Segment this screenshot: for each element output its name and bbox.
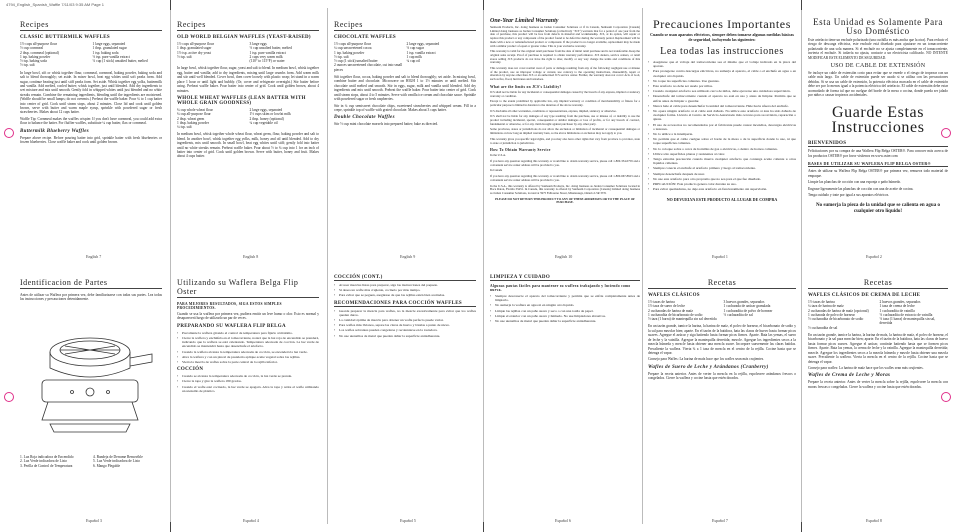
ingredient: 1 tsp. baking powder	[334, 50, 365, 55]
warranty-text: If you have any question regarding this warranty or would like to obtain warranty service, please call 1-800-334-0759 and a convenient service center address will be provided to you.	[490, 158, 640, 167]
recipe-title: OLD WORLD BELGIAN WAFFLES (YEAST-RAISED)	[177, 35, 311, 40]
warranty-text: In Canada	[490, 168, 503, 173]
ingredient: 1½ cups all-purpose flour	[20, 42, 57, 46]
ingredient	[93, 63, 163, 67]
ingredient: 1 cucharadita de polvo de hornear	[723, 308, 773, 313]
ingredient: ½ tsp. salt	[177, 54, 192, 59]
ingredient: 1½ tazas de harina	[808, 300, 835, 304]
cooking-tip: • Guarde preparar la mezcla para wafles, no la mezcle excesivamente para evitar que los wafles queden duros.	[334, 309, 476, 317]
ingredient: ½ taza (1 barra) de mantequilla sin sal, derretida	[879, 317, 936, 326]
waffle-tip: Consejo para Wafles: La harina de maíz hace que los wafles sean más crujientes.	[648, 357, 764, 362]
ingredient	[250, 125, 320, 129]
page-recetas-1	[648, 272, 796, 512]
ingredient-list	[808, 300, 948, 330]
ingredient: ½ cup cornmeal	[20, 46, 44, 51]
ingredient-list	[20, 42, 162, 68]
page-precauciones	[648, 14, 796, 254]
warranty-text: Except to the extent prohibited by applicable law, any implied warranty or condition of merchantability or fitness for a particular purpose is limited in duration to the duration of the above warranty.	[490, 99, 640, 107]
return-notice: NO DEVUELVA ESTE PRODUCTO AL LUGAR DE COMPRA	[666, 197, 778, 203]
cleaning-step: • Limpie las rejillas con un paño suave y seco o con una toalla de papel.	[490, 309, 640, 313]
ingredient: ½ cucharadita de extracto de vainilla	[879, 312, 933, 317]
page-number: Español 4	[243, 518, 259, 523]
warranty-text: This warranty is valid for the original retail purchaser from the date of initial retail purchase and is not transferable. Keep the original sales receipt. Proof of purchase is required to obtain warranty performance. JCS dealers, service centers, or retail stores selling JCS products do not have the right to alter, modify or any way change the terms and conditions of this warranty.	[490, 49, 640, 65]
ingredient-list	[177, 42, 319, 63]
ingredient: 1½ cups all-purpose flour	[334, 42, 371, 46]
page-recipes-3	[334, 14, 476, 264]
page-cleaning	[490, 272, 640, 512]
ingredient: ¼ cup unsweetened cocoa	[334, 46, 372, 51]
ingredient: 1 tbsp. granulated sugar	[92, 46, 127, 51]
instructions-title: Lea todas las instrucciones	[660, 46, 784, 57]
ingredient: 2 tbsp. wheat germ	[177, 116, 205, 121]
recipe-title: CLASSIC BUTTERMILK WAFFLES	[20, 35, 110, 40]
safety-item: • Cuando cualquier artefacto sea utilizado cerca de niños, debe ejercerse una cuidadosa supervisión.	[648, 89, 796, 93]
ingredient: 1 tsp. vanilla extract	[406, 50, 436, 55]
precauciones-title: Precauciones Importantes	[652, 17, 792, 31]
page-header: Recipes	[177, 20, 319, 31]
page-number: English 7	[86, 254, 102, 259]
warranty-title: One-Year Limited Warranty	[490, 18, 559, 24]
page-header: Recetas	[648, 278, 796, 289]
ingredient: 2 large eggs, separated	[406, 42, 440, 46]
immersion-warning: No sumerja la pieza de la unidad que se calienta en agua o cualquier otro líquido!	[816, 203, 940, 215]
ingredient: 2 ounces unsweetened chocolate, cut into small pieces	[334, 63, 403, 72]
cooking-tip: • Para wafles más livianos, separe las claras de huevo y bátalas a punto de nieve.	[334, 323, 476, 327]
page-divider	[170, 8, 171, 524]
safety-item: • Para protegerse contra descargas eléctricas, no sumerja el aparato, el cable o el enchufe en agua o en cualquier otro líquido.	[648, 69, 796, 77]
section-subtitle: Algunas pautas fáciles para mantener su waflera trabajando y luciendo como nueva.	[490, 284, 631, 292]
ingredient: ½ tsp. pure vanilla extract	[92, 54, 130, 59]
recipe-title: Wafles de Crema de Leche y Moras	[808, 373, 891, 379]
recipe-title: WHOLE WHEAT WAFFLES (LEAN BATTER WITH WHOLE GRAIN GOODNESS)	[177, 95, 306, 106]
ingredient: 2 cups very warm milk	[249, 54, 283, 59]
ingredient: 1 cucharadita de bicarbonato de sodio	[648, 312, 703, 317]
ingredient	[407, 63, 477, 72]
safety-item: • PRECAUCIÓN: Este producto genera calor durante su uso.	[648, 182, 796, 186]
recipe-directions: En un tazón grande, tamice la harina, la harina de maíz, el polvo de hornear, el bicarbonato de sodio y la sal para mezclar bien; aparte. En el tazón de la batidora, bata las claras de huevo hasta formar picos suaves. Agregue el azúcar y siga batiendo hasta formar picos firmes. Aparte. Bata las yemas, el suero de leche y la vainilla. Agregue la mantequilla derretida; mezcle. Agregue los ingredientes secos a la mezcla húmeda y mezcle hasta obtener una mezcla suave. Incorpore suavemente las claras batidas. Precaliente la waflera. Vierta ¾ a 1 taza de mezcla en el centro de la rejilla. Cocine hasta que se detenga el vapor.	[648, 324, 796, 355]
usage-step: • Precaliente la waflera girando el control de temperatura para fijarlo al máximo.	[177, 331, 319, 335]
page-recipes-2	[177, 14, 319, 264]
page-divider	[642, 8, 643, 524]
page-number: Español 8	[866, 518, 882, 523]
warranty-text: This warranty gives you specific legal rights, and you may also have other rights that vary from province to province, state to state or jurisdiction to jurisdiction.	[490, 136, 640, 145]
ingredient: ¾ cup whole wheat flour	[177, 107, 213, 112]
recipe-title: WAFLES CLÁSICOS DE CREMA DE LECHE	[808, 293, 921, 298]
ingredient: 1 cucharada de polvo de hornear	[808, 312, 855, 317]
usage-step: • Vierta la mezcla de wafles sobre la parte central de la rejilla inferior.	[177, 360, 319, 364]
page-header: Identificacion de Partes	[20, 278, 162, 289]
page-header: Recetas	[808, 278, 948, 289]
safety-item: • No use este artefacto para otro propósito que no sea para el que fue diseñado.	[648, 177, 796, 181]
ingredient: ½ cucharadita de sal	[808, 325, 838, 330]
ingredient: ½ tsp. salt	[20, 63, 35, 68]
part-label: 5. Luz Verde indicadora de Listo	[93, 459, 141, 464]
basics-text: Engrase ligeramente las planchas de cocción con una de aceite de cocina.	[808, 186, 914, 191]
usage-step: • Cierre la waflera y enchúfela en el tomacorriente, notará que la luz roja de encendido se prenderá, indicando que la waflera se está calentando. Temperatura adecuada de cocción. La luz verde de encendido se mantendrá hasta que desenchufe el artefacto.	[177, 336, 319, 349]
crop-mark	[170, 522, 171, 532]
page-header: COCCIÓN (CONT.)	[334, 275, 476, 281]
save-instructions-title: Guarde Estas Instrucciones	[831, 104, 925, 137]
page-number: Español 3	[86, 518, 102, 523]
recipe-directions: Prepare la receta anterior. Antes de verter la mezcla en la rejilla, espolvoree arándanos frescos o congelados. Cierre la waflera y cocine hasta que estén dorados.	[648, 371, 796, 381]
page-header: Utilizando su Waflera Belga Flip Oster	[177, 278, 319, 298]
page-number: Español 5	[400, 518, 416, 523]
ingredient: 1½ tsp. active dry yeast	[177, 50, 211, 55]
usage-step: • Cuando se alcanza la temperatura adecuada de cocción, la luz verde se prende.	[177, 374, 319, 378]
warranty-text: In the U.S.A., this warranty is offered by Sunbeam Products, Inc. doing business as Jarden Consumer Solutions located in Boca Raton, Florida 33431. In Canada, this warranty is offered by Sunbeam Corporation (Canada) Limited doing business as Jarden Consumer Solutions, located at 5975 Falbourne Street, Mississauga, Ontario L5R 3V8.	[490, 183, 640, 195]
safety-item: • Siempre desenchufe después de usar.	[648, 172, 796, 176]
recipe-title: Wafles de Suero de Leche y Arándanos (Cranberry)	[648, 364, 769, 370]
warranty-subheading: How To Obtain Warranty Service	[490, 148, 551, 153]
page-number: English 9	[400, 254, 416, 259]
safety-item: • No permita que el cable cuelgue sobre el borde de la mesa o de la superficie donde lo use, ni que toque superficies calientes.	[648, 137, 796, 145]
cleaning-step: • Limpie el exterior con un paño suave y húmedo. No use limpiadores abrasivos.	[490, 314, 640, 318]
usage-step: • Abra la waflera y con un pincel de pastelería aplique aceite vegetal sobre las rejillas.	[177, 355, 319, 359]
section-subtitle: RECOMENDACIONES PARA COCCIÓN WAFFLES	[334, 301, 476, 307]
page-recetas-2	[808, 272, 948, 512]
ingredient: 1 tsp. baking soda	[92, 50, 119, 55]
page-divider	[327, 8, 328, 524]
ingredient: ½ cup unsalted butter, melted	[249, 46, 292, 51]
ingredient: 3 huevos grandes, separados	[723, 300, 765, 304]
recipe-directions: Sift together flour, cocoa, baking powder and salt to blend thoroughly; set aside. In mixing bowl, combine butter and chocolate. Microwave on HIGH 1 to 1½ minutes or until melted. Stir chocolate until melted and smooth. Stir in eggs, sugar, milk and vanilla until blended. Add dry ingredients and mix until smooth. Preheat the waffle baker. Pour batter into center of grid. Cook until steam stops, about 4 to 5 minutes. Serve with vanilla ice cream and chocolate sauce. Sprinkle with powdered sugar or fresh raspberries.	[334, 75, 476, 102]
registration-mark	[4, 128, 14, 138]
ingredient: ½ cucharadita de bicarbonato de sodio	[808, 317, 864, 322]
parts-list	[20, 455, 162, 468]
basics-text: Antes de utilizar su Waflera Flip Belga OSTER® por primera vez, remueva todo material de empaque.	[808, 169, 948, 178]
ingredient: 1 tbsp. granulated sugar	[177, 46, 212, 51]
safety-item: • Este artefacto no debe ser usado por niños.	[648, 84, 796, 88]
registration-mark	[4, 392, 14, 402]
section-subtitle: PARA MEJORES RESULTADOS, SIGA ESTOS SIMPLES PROCEDIMIENTOS.	[177, 302, 282, 310]
ingredient: 1 cucharadita de vainilla	[879, 308, 915, 313]
waffle-tip: Consejo para wafles: La harina de maíz hace que los wafles sean más crujientes.	[808, 365, 924, 370]
ingredient: ¼ cup vegetable oil	[249, 120, 278, 125]
ingredient: 2 cucharadas de harina de maíz (opcional)	[808, 308, 869, 313]
ingredient: 1 cucharada de azúcar granulada	[723, 304, 771, 309]
ingredient	[724, 317, 797, 321]
warranty-text: This warranty does not cover normal wear of parts or damage resulting from any of the following: negligent use or misuse of the product, use on improper voltage or current, use contrary to the operating instructions, disassembly, repair or alteration by anyone other than JCS or an authorized JCS service center. Further, the warranty does not cover: Acts of God, such as fire, flood, hurricanes and tornadoes.	[490, 66, 640, 82]
precauciones-intro: Cuando se usan aparatos eléctricos, siempre deben tomarse algunas medidas básicas de seguridad, incluyendo las siguientes:	[650, 32, 794, 42]
recipe-directions: En un tazón grande, tamice la harina, la harina de maíz, la harina de maíz, el polvo de hornear, el bicarbonato y la sal para mezclar bien; aparte. En el tazón de la batidora, bata las claras de huevo hasta formar picos suaves. Agregue el azúcar, continúe batiendo hasta que se formen picos firmes. Aparte. Bata las yemas, la crema de leche y la vainilla. Agregue la mantequilla derretida; mezcle. Agregue los ingredientes secos a la mezcla húmeda y mezcle hasta obtener una mezcla suave. Precaliente la waflera. Vierta la mezcla en el centro de la rejilla. Cocine hasta que se detenga el vapor.	[808, 333, 948, 364]
ingredient	[880, 326, 949, 330]
warranty-text: JCS shall not be liable for any incidental or consequential damages caused by the breach of any express, implied or statutory warranty or condition.	[490, 89, 640, 98]
page-number: English 8	[243, 254, 259, 259]
ingredient: 1 tbsp. baking powder	[177, 120, 209, 125]
ingredient: 1½ tazas de harina	[648, 300, 675, 304]
ingredient-list	[334, 42, 476, 72]
page-number: English 10	[555, 254, 573, 259]
part-label: 4. Bandeja de Derrame Removible	[93, 454, 143, 459]
ingredient-list	[648, 300, 796, 321]
safety-item: • No lo utilice a la intemperie.	[648, 132, 796, 136]
crop-mark	[801, 522, 802, 532]
cooking-tip: • Los wafles sobrantes pueden congelarse y recalentarse en la tostadora.	[334, 328, 476, 332]
page-using-waffle-maker	[177, 272, 319, 512]
cleaning-step: • Siempre desconecte el aparato del tomacorriente y permita que se enfríe completamente antes de limpiarlo.	[490, 294, 640, 302]
ingredient: 2 tbsp. honey (optional)	[249, 116, 284, 121]
crop-mark	[801, 0, 802, 10]
cooking-tip: • No use utensilios de metal que puedan dañar la superficie antiadherente.	[334, 334, 476, 338]
ingredient: ¼ cup oil	[406, 59, 420, 64]
ingredient: ⅓ cup (1 stick) unsalted butter, melted	[92, 59, 148, 64]
recipe-directions: In medium bowl, whisk together whole wheat flour, wheat germ, flour, baking powder and salt to blend. In another bowl, whisk together egg yolks, milk, honey and oil until blended. Add to dry ingredients, mix until smooth. In small bowl, beat egg whites until stiff; gently fold into batter until no white streaks remain. Preheat waffle baker. Pour about ½ to ¾ cup into 1 for an inch of batter into center of grid. Cook until golden brown. Serve with butter, honey and fruit. Makes about 4 cups batter.	[177, 132, 319, 159]
waffle-tip: Waffle Tip: Cornmeal makes the waffles crispier. If you don't have cornmeal, you could add extra flour to balance the batter. For fluffier waffles, substitute ¼ cup butter, flax or cornmeal.	[20, 116, 162, 126]
warranty-text: JCS shall not be liable for any damages of any type resulting from the purchase, use or misuse of, or inability to use the product including incidental, special, consequential or similar damages or loss of profits, or for any breach of contract, fundamental or otherwise, or for any claim brought against purchaser by any other party.	[490, 114, 640, 126]
safety-item: • Utilice sólo superficies planas y resistentes al calor.	[648, 152, 796, 156]
household-title: Esta Unidad es Solamente Para Uso Doméstico	[813, 17, 943, 36]
ingredient: ½ cup (1 stick) unsalted butter	[334, 59, 378, 64]
cooking-step: • Para evitar que se peguen, asegúrese de que las rejillas estén bien aceitadas.	[334, 293, 476, 297]
page-number: Español 1	[712, 254, 728, 259]
waffle-maker-diagram	[20, 304, 160, 444]
ingredient: 2 cucharadas de harina de maíz	[648, 308, 693, 313]
ingredient: 2 huevos grandes, separados	[879, 300, 921, 304]
ingredient: 1 tsp. baking powder	[20, 54, 51, 59]
page-parts	[20, 272, 162, 512]
crop-mark	[483, 522, 484, 532]
safety-item: • Siempre conecte el enchufe al artefacto primero y luego al tomacorriente.	[648, 166, 796, 170]
page-divider	[801, 8, 802, 524]
page-header: Recipes	[20, 20, 162, 31]
ingredient: 1½ taza de suero de leche	[648, 304, 685, 309]
warranty-text: In the U.S.A.	[490, 153, 506, 158]
welcome-text: Felicitaciones por su compra de una Waflera Flip Belga OSTER®. Para conocer más acerca de los productos OSTER® por favor visítenos en www.oster.com	[808, 149, 948, 158]
ingredient: ½ taza (1 barra) de mantequilla sin sal derretida	[648, 317, 717, 322]
ingredient: ½ tsp. salt	[334, 54, 349, 59]
safety-item: • Nunca hale el cable para desenchufar la unidad del tomacorriente. Hale hacia afuera del enchufe.	[648, 104, 796, 108]
safety-item: • Para evitar quemaduras, no deje este artefacto en funcionamiento sin supervisión.	[648, 187, 796, 191]
page-header: Recipes	[334, 20, 476, 31]
ingredient: ¼ taza de harina de maíz	[808, 304, 844, 309]
crop-mark	[483, 0, 484, 10]
part-label: 6. Mango Plegable	[93, 463, 121, 468]
section-subtitle: PREPARANDO SU WAFLERA FLIP BELGA	[177, 323, 286, 329]
safety-item: • El uso de accesorios no recomendados por el fabricante puede causar incendios, descargas eléctricas o lesiones.	[648, 123, 796, 131]
cooking-tip: • La cantidad óptima de mezcla para obtener un wafle perfecto puede variar.	[334, 318, 476, 322]
ingredient: 2 large eggs, separated	[249, 107, 283, 112]
page-warranty	[490, 14, 640, 254]
cleaning-step: • No sumerja la waflera en agua ni en ningún otro líquido.	[490, 303, 640, 307]
ingredient: ½ cucharadita de sal	[723, 312, 753, 317]
page-number: Español 6	[555, 518, 571, 523]
warranty-text: Some provinces, states or jurisdictions do not allow the exclusion or limitation of incidental or consequential damages or limitations on how long an implied warranty lasts, so the above limitations or exclusion may not apply to you.	[490, 127, 640, 136]
ingredient: 1 large eggs, separated	[92, 42, 126, 46]
page-header: LIMPIEZA Y CUIDADO	[490, 275, 640, 281]
cooking-step: • Al usar mezclas listas para preparar, siga las instrucciones del paquete.	[334, 283, 476, 287]
safety-item: • Asegúrese que el voltaje del tomacorriente sea el mismo que el voltaje indicado en la placa del aparato.	[648, 60, 796, 68]
warranty-text: Sunbeam Products, Inc. doing business as Jarden Consumer Solutions or if in Canada, Sunbeam Corporation (Canada) Limited doing business as Jarden Consumer Solutions (collectively "JCS") warrants that for a period of one year from the date of purchase, this product will be free from defects in material and workmanship. JCS, at its option, will repair or replace this product or any component of the product found to be defective during the warranty period. Replacement will be made with a new or remanufactured product or component. If the product is no longer available, replacement may be made with a similar product of equal or greater value. This is your exclusive warranty.	[490, 25, 640, 48]
usage-step: • Cuando la waflera alcanza la temperatura adecuada de cocción, se encenderá la luz verde.	[177, 350, 319, 354]
warranty-text: JCS disclaims all other warranties, conditions or representations, express, implied, statutory or otherwise.	[490, 108, 617, 113]
recipe-title: WAFLES CLÁSICOS	[648, 293, 700, 298]
basics-text: Limpie las planchas de cocción con una esponja o paño húmedo.	[808, 180, 902, 185]
basics-title: BASES DE UTILIZAR SU WAFLERA FLIP BELGA OSTER®	[808, 161, 948, 167]
ingredient: 1 taza de crema de leche	[879, 304, 915, 309]
ingredient-list	[177, 108, 319, 129]
safety-item: • Desenchufe del tomacorriente cuando el aparato no esté en uso y antes de limpiar. Permita que se enfríe antes de limpiar o guardar.	[648, 94, 796, 102]
ingredient: 1½ cups skim or lowfat milk	[249, 112, 291, 117]
section-subtitle: COCCIÓN	[177, 367, 204, 373]
crop-mark	[170, 0, 171, 10]
ingredient: 2 tbsp. cornmeal (optional)	[20, 50, 59, 55]
recipe-title: Buttermilk Blueberry Waffles	[20, 128, 89, 134]
recipe-directions: Prepare above recipe. Before pouring batter into grid, sprinkle batter with fresh blueberries or frozen blueberries. Close waffle baker and cook until golden brown.	[20, 135, 162, 145]
part-label: 1. Luz Roja indicadora de Encendido	[20, 454, 74, 459]
warranty-notice: PLEASE DO NOT RETURN THIS PRODUCT TO ANY OF THESE ADDRESSES OR TO THE PLACE OF PURCHASE.	[495, 196, 635, 205]
ingredient: ¼ tsp. salt	[177, 125, 192, 130]
warranty-text: If you have any question regarding this warranty or would like to obtain warranty service, please call 1-800-667-8623 and a convenient service center address will be provided to you.	[490, 174, 640, 182]
ingredient: (110° to 115°F) or water	[249, 59, 285, 64]
ingredient: 1 cup milk	[406, 54, 422, 59]
ingredient: 1 tsp. pure vanilla extract	[249, 50, 286, 55]
recipe-title: Double Chocolate Waffles	[334, 115, 395, 121]
recipe-directions: Stir ½ cup mini chocolate morsels into prepared batter; bake as directed.	[334, 122, 439, 127]
ingredient: ¾ cup all-purpose flour	[177, 112, 211, 117]
safety-list	[648, 60, 796, 191]
page-number: Español 7	[712, 518, 728, 523]
ingredient: 1½ cups all-purpose flour	[177, 42, 214, 46]
ingredient: ½ tsp. baking soda	[20, 59, 47, 64]
recipe-directions: In large bowl, whisk together flour, sugar, yeast and salt to blend. In medium bowl, whisk together egg, butter and vanilla; add to dry ingredients, mixing until large crumbs form. Add warm milk and stir until well blended. Cover bowl, then cover loosely with plastic wrap; let stand in a warm place 1 hour or until light and bubbly. (Or, cover and refrigerate overnight.) Stir batter before using. Preheat waffle baker. Pour batter into center of grid. Cook until golden brown, about 4 minutes.	[177, 66, 319, 93]
page-uso-domestico	[808, 14, 948, 254]
file-slug: 4794_English_Spanish_Waffle 7/11/03 9:35 AM Page 1	[6, 2, 104, 7]
recipe-directions: Prepare la receta anterior. Antes de verter la mezcla sobre la rejilla, espolvoree la mezcla con moras frescas o congeladas. Cierre la waflera y cocine hasta que estén doradas.	[808, 380, 948, 389]
safety-item: • No lo coloque sobre o cerca de hornillas de gas o eléctricas, o dentro de hornos calientes.	[648, 147, 796, 151]
page-divider	[483, 8, 484, 524]
plug-text: Este artefacto tiene un enchufe polarizado (una cuchilla es más ancha que la otra). Para reducir el riesgo de descarga eléctrica, este enchufe está diseñado para ajustarse en un tomacorriente polarizado de una sola manera. Si el enchufe no se ajusta completamente en el tomacorriente, invierta el enchufe. Si todavía no ajusta, contacte a un electricista calificado. NO INTENTE MODIFICAR ESTE ELEMENTO DE SEGURIDAD.	[808, 38, 948, 60]
ingredient: ½ cup sugar	[406, 46, 424, 51]
part-label: 2. Luz Verde indicadora de Listo	[20, 459, 68, 464]
usage-step: • Cuando el wafle esté cocinado, la luz verde se apagará. Abra la tapa y retire el wafle utilizando un utensilio de plástico.	[177, 385, 319, 393]
parts-intro: Antes de utilizar su Waflera por primera vez, debe familiarizarse con todas sus partes. Lea todas las instrucciones y precauciones detenidamente.	[20, 293, 162, 302]
extension-cord-title: USO DE CABLE DE EXTENSIÓN	[830, 63, 926, 70]
safety-item: • Tenga extrema precaución cuando mueva cualquier artefacto que contenga aceite caliente u otros líquidos calientes.	[648, 157, 796, 165]
safety-item: • No opere ningún artefacto si el cable está dañado. No utilice este artefacto si éste ha sido dañado de cualquier forma. Llévelo al Centro de Servicio Autorizado más cercano para su revisión, reparación o ajuste.	[648, 109, 796, 122]
welcome-title: BIENVENIDOS	[808, 141, 948, 147]
recipe-directions: In large bowl, sift or whisk together flour, cornmeal, cornmeal, baking powder, baking soda and salt to blend thoroughly; set aside. In mixer bowl, beat egg whites until soft peaks form. Add sugar, continue beating just until stiff peaks form. Set aside. Whisk together egg yolks, buttermilk and vanilla. Add melted, cooled butter; whisk together, just until blended. Add dry ingredients to wet mixture and mix until smooth. Gently fold in whipped whites until just blended and no white streaks remain. Combine the remaining ingredients, blending until the ingredients are moistened. (Waffle should be small lumps; do not overmix.) Preheat the waffle baker. Pour ¾ to 1 cup batter into center of grid. Cook until steam stops, about 2 minutes. Close lid and cook until golden brown, serve with butter and warm maple syrup, sprinkle with powdered sugar or fresh strawberries. Makes about 12 cups batter.	[20, 70, 162, 115]
recipe-directions: Stir in ¼ cup semisweet chocolate chips, sweetened strawberries and whipped cream. Fill in a crepe, sprinkle top of waffle with grated chocolate. Makes about 3 cups batter.	[334, 103, 476, 112]
cooking-step: • Si desea un wafle más crujiente, cocínelo por más tiempo.	[334, 288, 476, 292]
part-label: 3. Perilla de Control de Temperatura	[20, 463, 73, 468]
page-recipes-1	[20, 14, 162, 264]
extension-cord-text: Se incluye un cable de extensión corto para evitar que se enrede o el riesgo de tropezar con un cable más largo. Un cable de extensión puede ser usado si se utiliza con las precauciones debidas. Si se usa un cable de extensión, la potencia eléctrica marcada en el cable de extensión debe ser por lo menos igual a la potencia eléctrica del artefacto. El cable de extensión debe estar acomodado de forma tal que no cuelgue del borde de la mesa o cocina, donde pueda ser jalado por niños o causar tropiezos accidentales.	[808, 71, 948, 98]
page-number: Español 2	[866, 254, 882, 259]
page-cooking	[334, 272, 476, 512]
usage-step: • Cierre la tapa y gire la waflera 180 grados.	[177, 379, 319, 383]
safety-item: • No toque las superficies calientes. Use guantes.	[648, 79, 796, 83]
ingredient: 3 large eggs	[249, 42, 267, 46]
basics-text: Tenga cuidado y trate por igual a sus aparatos eléctricos.	[808, 192, 890, 197]
usage-text: Cuando se usa la waflera por primera vez, pudiera emitir un leve humo o olor. Esto es normal y desaparecerá luego de utilizarlo un par de veces.	[177, 312, 319, 321]
recipe-title: CHOCOLATE WAFFLES	[334, 35, 397, 40]
cleaning-step: • No use utensilios de metal que puedan dañar la superficie antiadherente.	[490, 319, 640, 323]
warranty-subheading: What are the limits on JCS's Liability?	[490, 84, 562, 89]
